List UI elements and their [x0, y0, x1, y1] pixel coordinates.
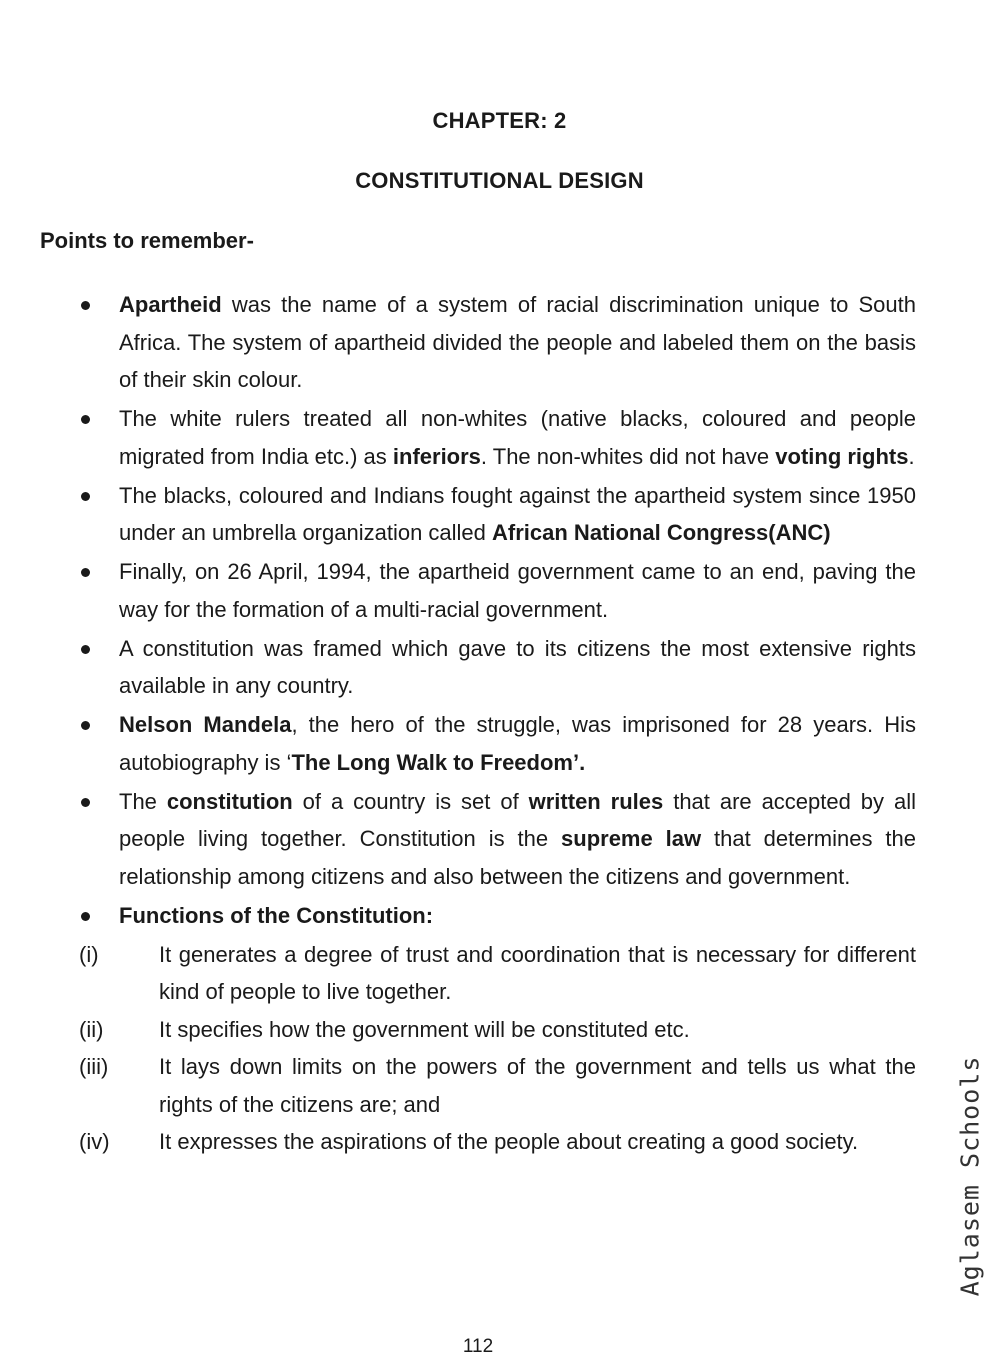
bullet-icon — [81, 721, 90, 730]
bullet-item-mandela: Nelson Mandela, the hero of the struggle, was imprisoned for 28 years. His autobiography is ‘The Long Walk to Freedom’. — [119, 706, 916, 781]
watermark: Aglasem Schools — [955, 1055, 985, 1297]
function-number: (ii) — [79, 1016, 104, 1042]
function-item-ii — [79, 1011, 916, 1049]
bullet-item-anc: The blacks, coloured and Indians fought against the apartheid system since 1950 under an umbrella organization called African National Congress(ANC) — [119, 477, 916, 552]
bullet-item-functions-heading: Functions of the Constitution: — [119, 897, 916, 935]
function-text: It lays down limits on the powers of the government and tells us what the rights of the citizens are; and — [159, 1054, 916, 1117]
function-number: (iv) — [79, 1129, 110, 1154]
function-number: (i) — [79, 941, 99, 967]
bullet-icon — [81, 301, 90, 310]
bullet-icon — [81, 568, 90, 577]
function-text: It generates a degree of trust and coordination that is necessary for different kind of people to live together. — [159, 941, 916, 1004]
chapter-label: CHAPTER: 2 — [432, 108, 567, 133]
bullet-item-constitution-framed: A constitution was framed which gave to its citizens the most extensive rights available in any country. — [119, 630, 916, 705]
function-text: It expresses the aspirations of the people about creating a good society. — [159, 1129, 859, 1154]
bullet-item-constitution-definition: The constitution of a country is set of written rules that are accepted by all people living together. Constitution is the supreme law that determines the relationship among citizens and also between the citizens and government. — [119, 783, 916, 896]
bullet-icon — [81, 798, 90, 807]
bullet-item-apartheid: Apartheid was the name of a system of racial discrimination unique to South Africa. The system of apartheid divided the people and labeled them on the basis of their skin colour. — [119, 286, 916, 399]
bullet-item-white-rulers: The white rulers treated all non-whites (native blacks, coloured and people migrated from India etc.) as inferiors. The non-whites did not have voting rights. — [119, 400, 916, 475]
page-number: 112 — [462, 1336, 494, 1357]
function-item-iv — [79, 1123, 916, 1161]
points-heading: Points to remember- — [40, 228, 254, 253]
function-number: (iii) — [79, 1054, 109, 1079]
function-item-iii — [79, 1048, 916, 1123]
chapter-title: CONSTITUTIONAL DESIGN — [355, 168, 644, 193]
functions-list — [0, 936, 999, 1161]
bullet-item-1994: Finally, on 26 April, 1994, the apartheid government came to an end, paving the way for the formation of a multi-racial government. — [119, 553, 916, 628]
bullet-icon — [81, 912, 90, 921]
function-text: It specifies how the government will be constituted etc. — [159, 1016, 690, 1042]
bullet-list — [0, 286, 999, 1161]
bullet-icon — [81, 645, 90, 654]
bullet-icon — [81, 492, 90, 501]
bullet-icon — [81, 415, 90, 424]
function-item-i — [79, 936, 916, 1011]
